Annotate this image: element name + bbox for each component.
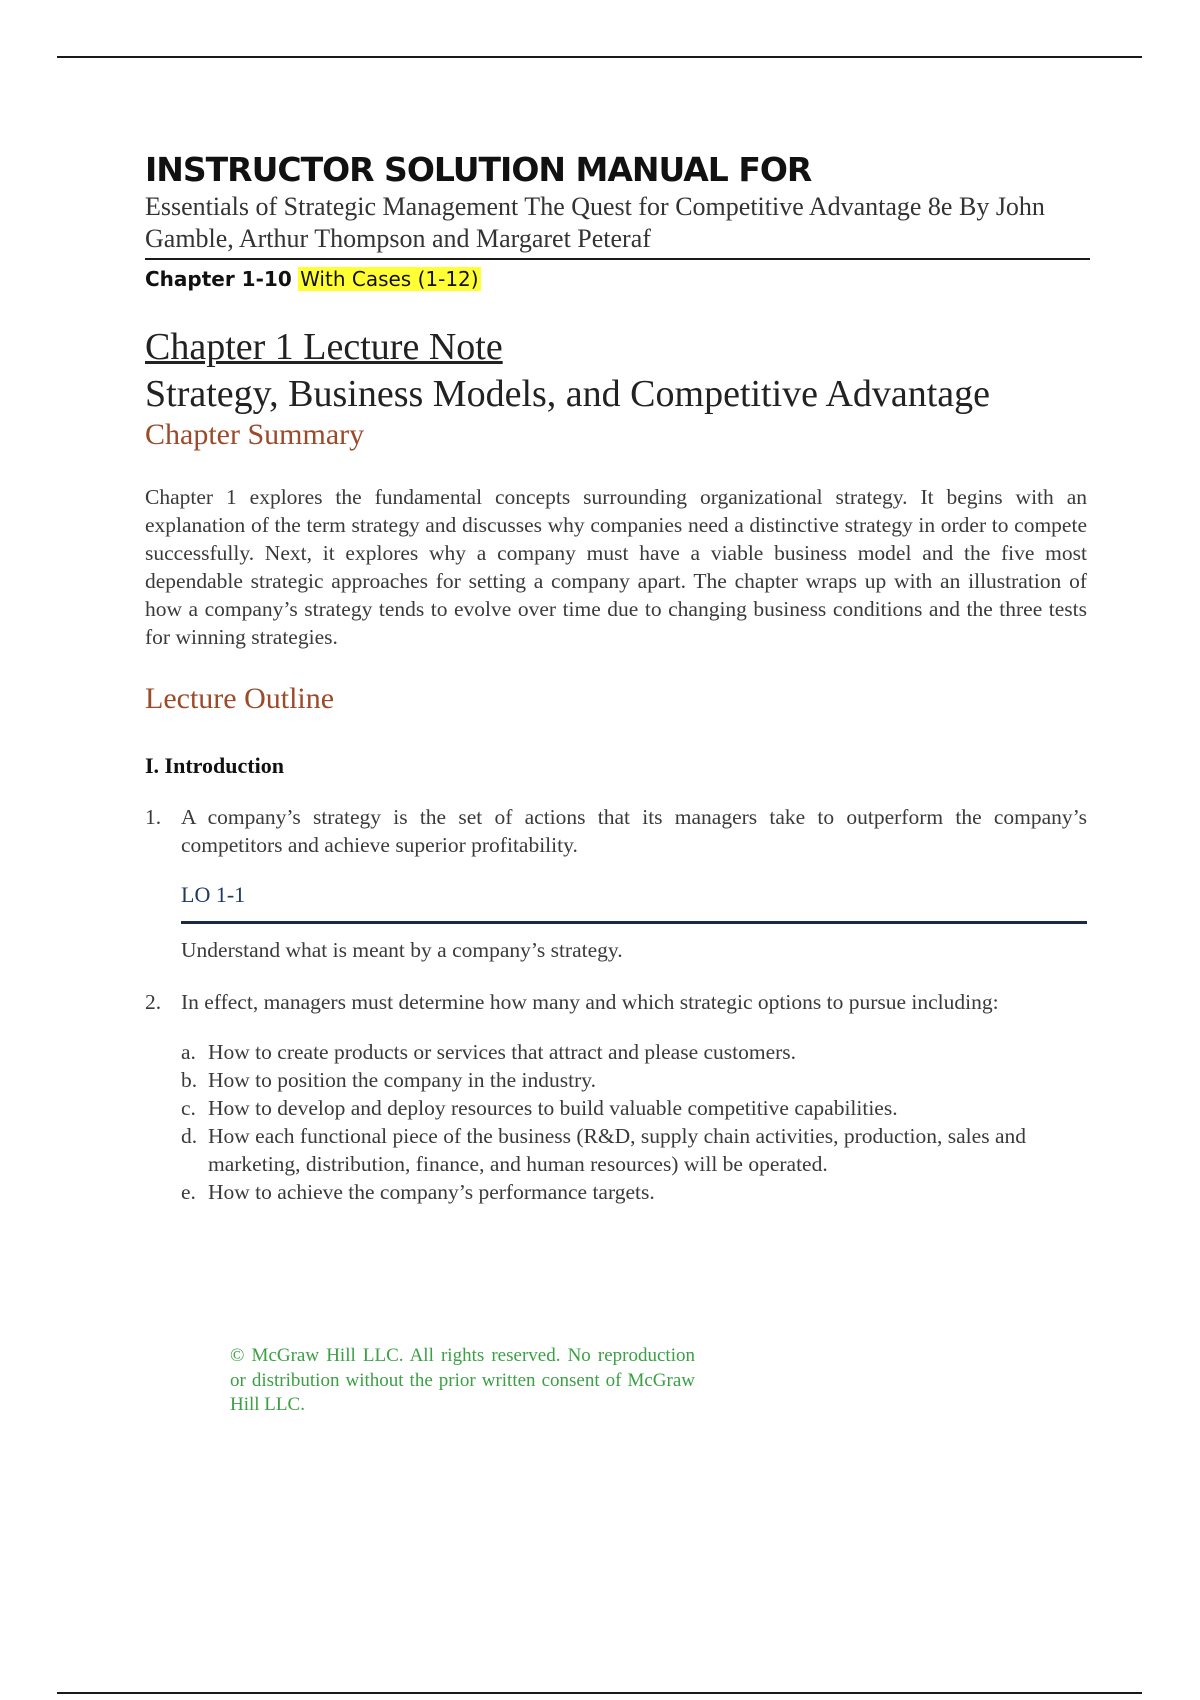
top-rule <box>57 56 1142 58</box>
copyright-notice: © McGraw Hill LLC. All rights reserved. No reproduction or distribution without the prior written consent of McGraw Hill LLC. <box>230 1345 695 1415</box>
chapters-label: Chapter 1-10 <box>145 267 292 291</box>
item-text: How to develop and deploy resources to build valuable competitive capabilities. <box>208 1096 898 1120</box>
lo-label: LO 1-1 <box>181 882 246 907</box>
item-text: A company’s strategy is the set of actions that its managers take to outperform the company’s competitors and achieve superior profitability. <box>181 805 1087 857</box>
list-item <box>181 1178 1087 1206</box>
chapters-line <box>145 263 1090 295</box>
item-letter: a. <box>181 1040 196 1064</box>
outline-heading: Lecture Outline <box>145 682 335 715</box>
cases-highlight: With Cases (1-12) <box>300 267 479 291</box>
summary-paragraph: Chapter 1 explores the fundamental concepts surrounding organizational strategy. It begins with an explanation of the term strategy and discusses why companies need a distinctive strategy in order to compete successfully. Next, it explores why a company must have a viable business model and the five most dependable strategic approaches for setting a company apart. The chapter wraps up with an illustration of how a company’s strategy tends to evolve over time due to changing business conditions and the three tests for winning strategies. <box>145 485 1087 649</box>
chapter-subtitle: Strategy, Business Models, and Competitive Advantage <box>145 373 991 415</box>
manual-title: INSTRUCTOR SOLUTION MANUAL FOR <box>145 150 812 189</box>
learning-objective <box>181 881 1087 964</box>
chapter-title: Chapter 1 Lecture Note <box>145 326 503 368</box>
bottom-rule <box>57 1692 1142 1694</box>
list-item <box>181 1094 1087 1122</box>
item-text: In effect, managers must determine how many and which strategic options to pursue including: <box>181 990 999 1014</box>
outline-list <box>145 803 1090 859</box>
item-letter: c. <box>181 1096 196 1120</box>
lo-text: Understand what is meant by a company’s strategy. <box>181 938 623 962</box>
item-number: 1. <box>145 805 162 829</box>
item-text: How to achieve the company’s performance targets. <box>208 1180 655 1204</box>
summary-heading: Chapter Summary <box>145 418 365 451</box>
introduction-heading: I. Introduction <box>145 753 284 778</box>
item-letter: b. <box>181 1068 198 1092</box>
book-title: Essentials of Strategic Management The Quest for Competitive Advantage 8e By John Gamble, Arthur Thompson and Margaret Peteraf <box>145 192 1045 253</box>
list-item <box>181 1122 1087 1178</box>
item-text: How to position the company in the industry. <box>208 1068 596 1092</box>
list-item <box>181 1066 1087 1094</box>
item-number: 2. <box>145 990 162 1014</box>
list-item <box>145 803 1087 859</box>
item-letter: d. <box>181 1124 198 1148</box>
item-text: How to create products or services that attract and please customers. <box>208 1040 797 1064</box>
outline-list <box>145 988 1090 1016</box>
list-item <box>181 1038 1087 1066</box>
strategic-options-list <box>181 1038 1087 1206</box>
lo-divider <box>181 921 1087 924</box>
page-content <box>145 150 1090 1206</box>
item-text: How each functional piece of the business (R&D, supply chain activities, production, sales and marketing, distribution, finance, and human resources) will be operated. <box>208 1124 1026 1176</box>
header-divider <box>145 258 1090 260</box>
list-item <box>145 988 1087 1016</box>
item-letter: e. <box>181 1180 196 1204</box>
